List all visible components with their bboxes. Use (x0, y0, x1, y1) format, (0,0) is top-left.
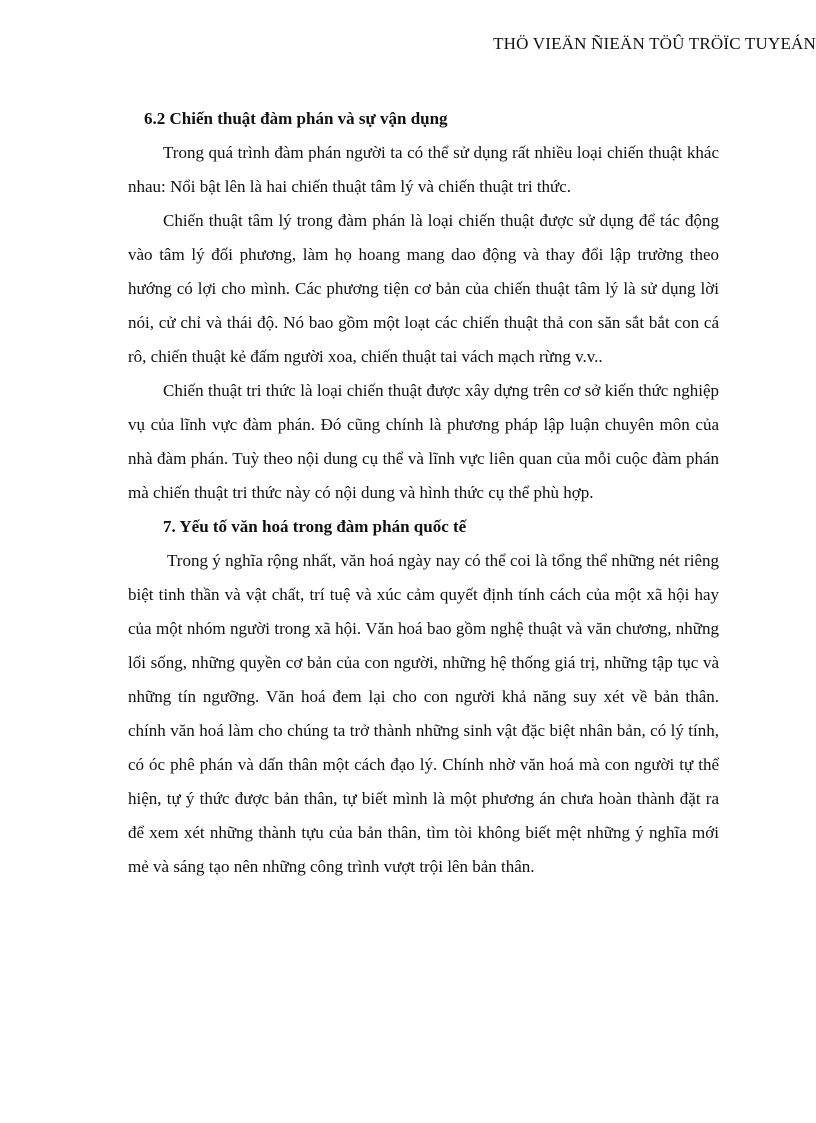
paragraph: Trong quá trình đàm phán người ta có thể sử dụng rất nhiều loại chiến thuật khác nhau: Nổi bật lên là hai chiến thuật tâm lý và chiến thuật tri thức. (128, 143, 719, 196)
paragraph: Chiến thuật tri thức là loại chiến thuật được xây dựng trên cơ sở kiến thức nghiệp vụ của lĩnh vực đàm phán. Đó cũng chính là phương pháp lập luận chuyên môn của nhà đàm phán. Tuỳ theo nội dung cụ thể và lĩnh vực liên quan của mỗi cuộc đàm phán mà chiến thuật tri thức này có nội dung và hình thức cụ thể phù hợp. (128, 381, 719, 502)
document-body (128, 102, 719, 884)
paragraph: Chiến thuật tâm lý trong đàm phán là loại chiến thuật được sử dụng để tác động vào tâm lý đối phương, làm họ hoang mang dao động và thay đổi lập trường theo hướng có lợi cho mình. Các phương tiện cơ bản của chiến thuật tâm lý là sử dụng lời nói, cử chỉ và thái độ. Nó bao gồm một loạt các chiến thuật thả con săn sắt bắt con cá rô, chiến thuật kẻ đấm người xoa, chiến thuật tai vách mạch rừng v.v.. (128, 211, 719, 366)
page-header: THÖ VIEÄN ÑIEÄN TÖÛ TRÖÏC TUYEÁN (493, 34, 816, 53)
section-heading: 7. Yếu tố văn hoá trong đàm phán quốc tế (163, 517, 467, 536)
paragraph: Trong ý nghĩa rộng nhất, văn hoá ngày nay có thể coi là tổng thể những nét riêng biệt tinh thần và vật chất, trí tuệ và xúc cảm quyết định tính cách của một xã hội hay của một nhóm người trong xã hội. Văn hoá bao gồm nghệ thuật và văn chương, những lối sống, những quyền cơ bản của con người, những hệ thống giá trị, những tập tục và những tín ngưỡng. Văn hoá đem lại cho con người khả năng suy xét về bản thân. chính văn hoá làm cho chúng ta trở thành những sinh vật đặc biệt nhân bản, có lý tính, có óc phê phán và dấn thân một cách đạo lý. Chính nhờ văn hoá mà con người tự thể hiện, tự ý thức được bản thân, tự biết mình là một phương án chưa hoàn thành đặt ra để xem xét những thành tựu của bản thân, tìm tòi không biết mệt những ý nghĩa mới mẻ và sáng tạo nên những công trình vượt trội lên bản thân. (128, 551, 719, 876)
section-heading: 6.2 Chiến thuật đàm phán và sự vận dụng (144, 109, 448, 128)
